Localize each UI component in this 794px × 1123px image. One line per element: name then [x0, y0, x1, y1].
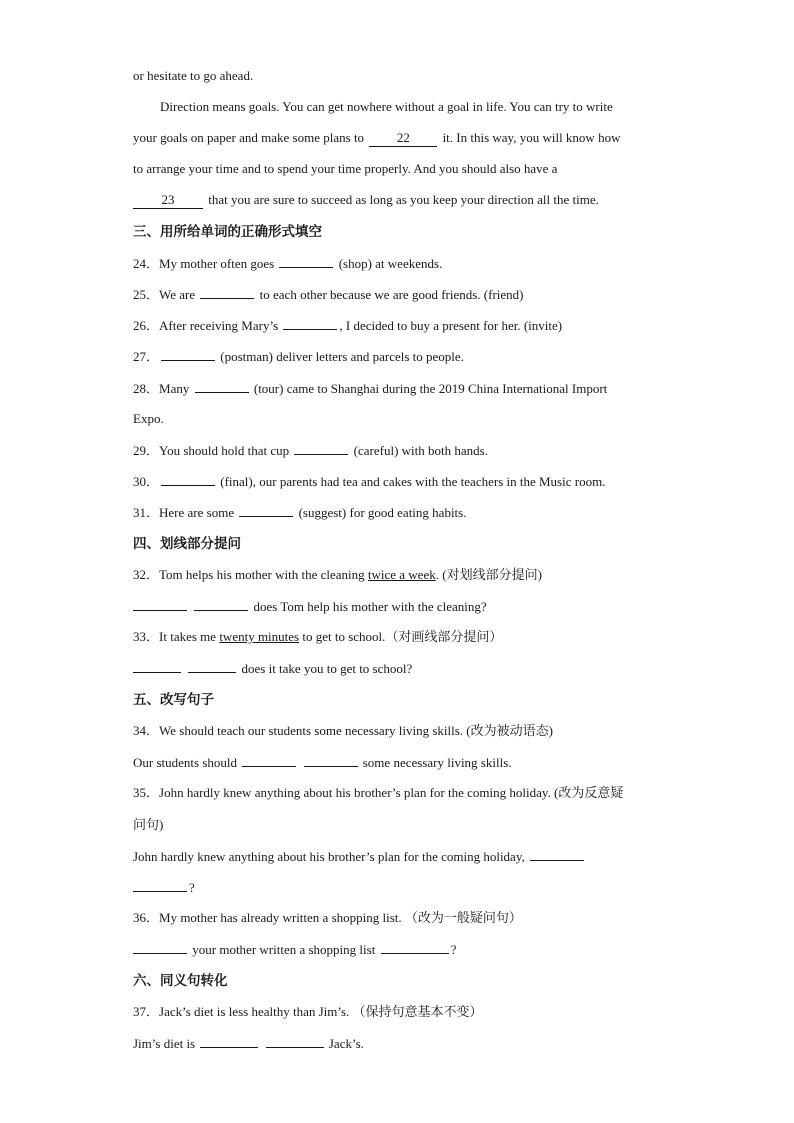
- answer-text: ?: [189, 880, 195, 895]
- passage-text: Direction means goals. You can get nowhere without a goal in life. You can try to write: [160, 99, 613, 114]
- blank-23[interactable]: 23: [133, 192, 203, 209]
- question-number: 31．: [133, 505, 160, 520]
- answer-blank[interactable]: [188, 660, 236, 673]
- answer-blank[interactable]: [381, 941, 449, 954]
- passage-text: that you are sure to succeed as long as you keep your direction all the time.: [208, 192, 599, 207]
- question-35: [133, 785, 673, 801]
- question-33: [133, 629, 673, 645]
- answer-36: [133, 941, 673, 958]
- section-heading-4: 四、划线部分提问: [133, 536, 241, 552]
- question-text: Tom helps his mother with the cleaning: [159, 567, 365, 582]
- question-text: to each other because we are good friends. (friend): [259, 287, 524, 302]
- answer-blank[interactable]: [195, 380, 249, 393]
- question-29: [133, 442, 673, 459]
- question-number: 33．: [133, 629, 160, 644]
- question-26: [133, 317, 673, 334]
- question-25: [133, 286, 673, 303]
- question-number: 36．: [133, 910, 160, 925]
- answer-blank[interactable]: [200, 286, 254, 299]
- passage-line-2: [160, 99, 700, 115]
- answer-blank[interactable]: [279, 255, 333, 268]
- question-35-cont: [133, 817, 673, 833]
- answer-35: [133, 848, 673, 865]
- question-number: 26．: [133, 318, 160, 333]
- answer-text: does Tom help his mother with the cleaning?: [253, 599, 487, 614]
- question-36: [133, 910, 673, 926]
- answer-33: [133, 660, 673, 677]
- passage-text: to arrange your time and to spend your time properly. And you should also have a: [133, 161, 558, 176]
- answer-blank[interactable]: [266, 1035, 324, 1048]
- question-text: (suggest) for good eating habits.: [298, 505, 467, 520]
- question-text: It takes me: [159, 629, 217, 644]
- answer-text: ?: [450, 942, 457, 957]
- answer-35-cont: [133, 879, 673, 896]
- question-number: 35．: [133, 785, 160, 800]
- question-28-cont: [133, 411, 673, 427]
- answer-blank[interactable]: [239, 504, 293, 517]
- section-heading-6: 六、同义句转化: [133, 973, 228, 989]
- question-text: We are: [159, 287, 196, 302]
- question-number: 25．: [133, 287, 160, 302]
- question-number: 29．: [133, 443, 160, 458]
- question-28: [133, 380, 673, 397]
- question-text: We should teach our students some necessary living skills. (改为被动语态): [159, 723, 553, 738]
- question-text: (careful) with both hands.: [353, 443, 488, 458]
- answer-blank[interactable]: [304, 754, 358, 767]
- answer-text: does it take you to get to school?: [241, 661, 413, 676]
- section-heading-3: 三、用所给单词的正确形式填空: [133, 224, 322, 240]
- answer-blank[interactable]: [294, 442, 348, 455]
- question-number: 27．: [133, 349, 160, 364]
- question-number: 28．: [133, 381, 160, 396]
- question-text: (tour) came to Shanghai during the 2019 China International Import: [253, 381, 608, 396]
- question-number: 34．: [133, 723, 160, 738]
- answer-blank[interactable]: [530, 848, 584, 861]
- answer-blank[interactable]: [133, 879, 187, 892]
- passage-text: your goals on paper and make some plans to: [133, 130, 365, 145]
- question-text: , I decided to buy a present for her. (invite): [339, 318, 563, 333]
- answer-text: John hardly knew anything about his brother’s plan for the coming holiday,: [133, 849, 525, 864]
- answer-blank[interactable]: [194, 598, 248, 611]
- answer-blank[interactable]: [283, 317, 337, 330]
- answer-text: Our students should: [133, 755, 237, 770]
- question-number: 32．: [133, 567, 160, 582]
- blank-22[interactable]: 22: [369, 130, 437, 147]
- question-text: . (对划线部分提问): [435, 567, 542, 582]
- answer-blank[interactable]: [200, 1035, 258, 1048]
- passage-line-5: [133, 192, 673, 209]
- question-number: 30．: [133, 474, 160, 489]
- answer-blank[interactable]: [133, 941, 187, 954]
- question-number: 37．: [133, 1004, 160, 1019]
- underlined-phrase: twice a week: [367, 567, 436, 582]
- question-27: [133, 348, 673, 365]
- passage-line-4: [133, 161, 673, 177]
- answer-text: Jim’s diet is: [133, 1036, 196, 1051]
- question-text: Here are some: [159, 505, 235, 520]
- underlined-phrase: twenty minutes: [219, 629, 300, 644]
- answer-37: [133, 1035, 673, 1052]
- passage-text: it. In this way, you will know how: [442, 130, 621, 145]
- question-text: 问句): [133, 817, 164, 832]
- passage-line-1: [133, 68, 673, 84]
- question-text: to get to school.（对画线部分提问）: [302, 629, 503, 644]
- question-text: (final), our parents had tea and cakes with the teachers in the Music room.: [220, 474, 606, 489]
- answer-blank[interactable]: [133, 660, 181, 673]
- question-text: Jack’s diet is less healthy than Jim’s. （保持句意基本不变）: [159, 1004, 483, 1019]
- question-text: (shop) at weekends.: [338, 256, 443, 271]
- answer-blank[interactable]: [133, 598, 187, 611]
- question-text: My mother often goes: [159, 256, 275, 271]
- answer-blank[interactable]: [161, 473, 215, 486]
- passage-text: or hesitate to go ahead.: [133, 68, 254, 83]
- answer-blank[interactable]: [161, 348, 215, 361]
- question-31: [133, 504, 673, 521]
- question-text: Many: [159, 381, 190, 396]
- answer-32: [133, 598, 673, 615]
- answer-34: [133, 754, 673, 771]
- question-37: [133, 1004, 673, 1020]
- question-text: My mother has already written a shopping list. （改为一般疑问句）: [159, 910, 522, 925]
- question-text: Expo.: [133, 411, 164, 426]
- passage-line-3: [133, 130, 673, 147]
- section-heading-5: 五、改写句子: [133, 692, 214, 708]
- question-32: [133, 567, 673, 583]
- answer-blank[interactable]: [242, 754, 296, 767]
- question-text: John hardly knew anything about his brother’s plan for the coming holiday. (改为反意疑: [159, 785, 624, 800]
- question-text: You should hold that cup: [159, 443, 290, 458]
- question-30: [133, 473, 673, 490]
- answer-text: your mother written a shopping list: [192, 942, 376, 957]
- question-number: 24．: [133, 256, 160, 271]
- question-text: After receiving Mary’s: [159, 318, 279, 333]
- answer-text: Jack’s.: [328, 1036, 364, 1051]
- question-24: [133, 255, 673, 272]
- question-text: (postman) deliver letters and parcels to people.: [220, 349, 464, 364]
- question-34: [133, 723, 673, 739]
- answer-text: some necessary living skills.: [362, 755, 512, 770]
